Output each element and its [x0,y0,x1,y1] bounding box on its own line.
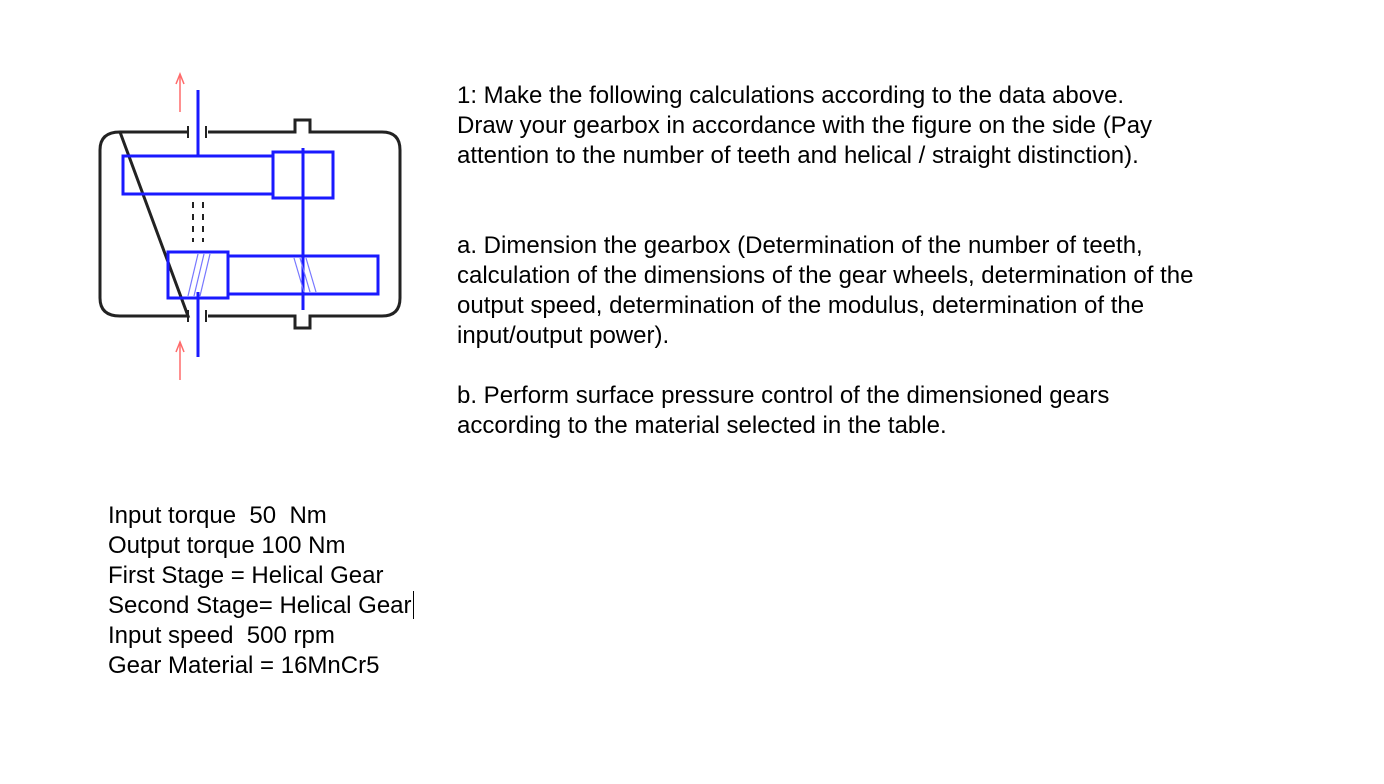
first-stage-gear-large [123,156,273,194]
task-intro-line3: attention to the number of teeth and helical / straight distinction). [457,142,1139,169]
task-description [457,81,1357,441]
task-a-line4: input/output power). [457,322,670,349]
task-a-line2: calculation of the dimensions of the gear wheels, determination of the [457,262,1194,289]
task-intro: 1: Make the following calculations according to the data above. [457,82,1125,109]
second-stage: Second Stage= Helical Gear [108,592,412,619]
text-caret [413,591,415,619]
output-torque: Output torque 100 Nm [108,532,346,559]
arrow-bottom-icon [176,342,184,380]
arrow-top-icon [176,74,184,112]
input-speed: Input speed 500 rpm [108,622,335,649]
task-intro-line2: Draw your gearbox in accordance with the figure on the side (Pay [457,112,1153,139]
task-b-line1: b. Perform surface pressure control of the dimensioned gears [457,382,1110,409]
helical-teeth-small [188,254,210,296]
second-stage-gear-small [168,252,228,298]
gearbox-schematic [90,62,410,392]
housing-outline [100,120,400,328]
gear-material: Gear Material = 16MnCr5 [108,652,380,679]
task-a-line1: a. Dimension the gearbox (Determination of the number of teeth, [457,232,1143,259]
second-stage-line [108,591,528,621]
task-b-line2: according to the material selected in the table. [457,412,947,439]
first-stage: First Stage = Helical Gear [108,562,384,589]
helical-teeth-large [294,258,316,292]
task-a-line3: output speed, determination of the modulus, determination of the [457,292,1145,319]
given-data-block[interactable] [108,501,528,681]
input-torque: Input torque 50 Nm [108,502,327,529]
